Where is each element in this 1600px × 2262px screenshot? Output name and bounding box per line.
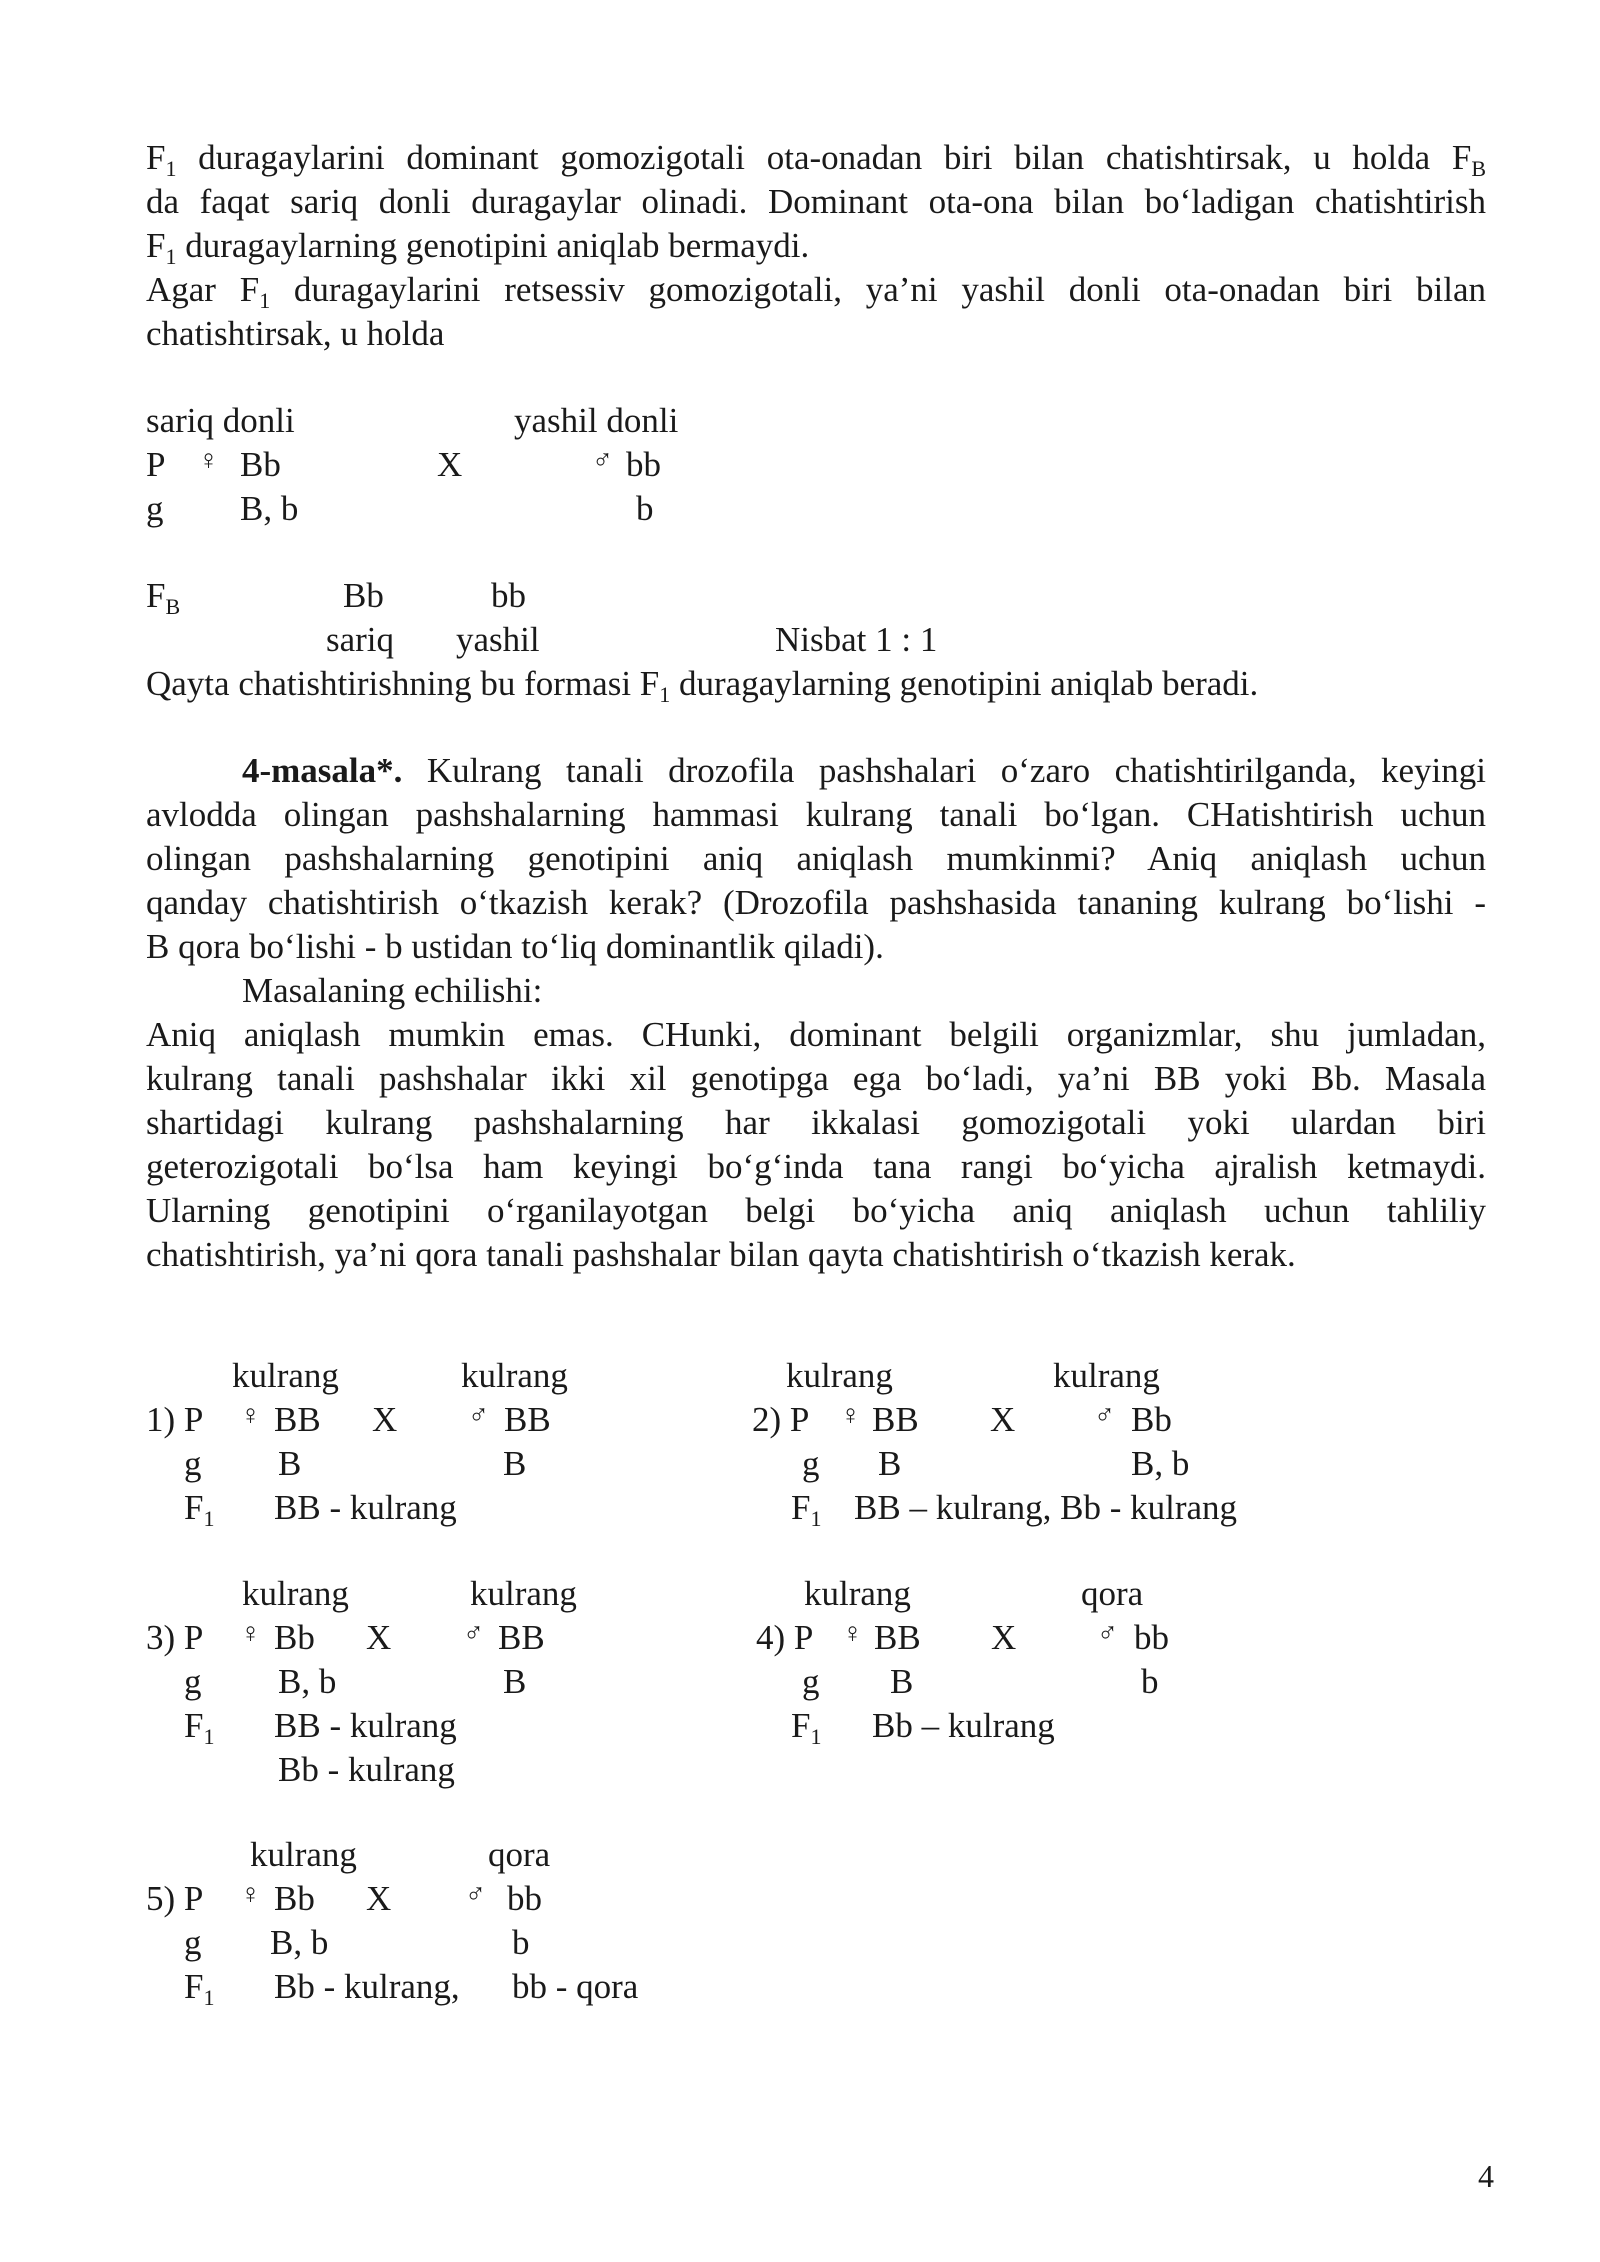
intro-line-3 [146,226,810,269]
male-symbol: ♂ [1094,1400,1115,1431]
problem-line-3: olingan pashshalarning genotipini aniq aniqlash mumkinmi? Aniq aniqlash uchun [146,839,1486,878]
cross-1-phenotype-2: kulrang [461,1356,568,1395]
p-label: P [146,445,166,484]
cross-3-number: 3) P [146,1618,204,1657]
cross-1-offspring: BB - kulrang [274,1488,457,1527]
cross-4-x: X [991,1618,1017,1657]
problem-line-2: avlodda olingan pashshalarning hammasi kulrang tanali bo‘lgan. CHatishtirish uchun [146,795,1486,834]
subscript: B [165,594,181,619]
cross-2-parent-1: BB [872,1400,919,1439]
g-left: B, b [240,489,299,528]
subscript: 1 [259,288,271,313]
cross-2-f-label [791,1488,822,1531]
male-symbol: ♂ [468,1400,489,1431]
text: F [184,1967,204,2006]
problem-title: 4-masala*. [242,751,403,790]
cross-5-x: X [366,1879,392,1918]
female-symbol: ♀ [842,1618,863,1649]
text: F [791,1706,811,1745]
cross-1-g-label: g [184,1444,202,1483]
solution-line-6: chatishtirish, ya’ni qora tanali pashshalar bilan qayta chatishtirish o‘tkazish kerak. [146,1235,1296,1274]
cross-5-g-label: g [184,1923,202,1962]
text: F [146,138,166,177]
text: Agar F [146,270,260,309]
female-symbol: ♀ [240,1618,261,1649]
cross-3-phenotype-1: kulrang [242,1574,349,1613]
text: duragaylarning genotipini aniqlab bermaydi. [176,226,810,265]
cross-1-parent-1: BB [274,1400,321,1439]
g-right: b [636,489,654,528]
cross-4-parent-1: BB [874,1618,921,1657]
intro-line-2: da faqat sariq donli duragaylar olinadi. Dominant ota-ona bilan bo‘ladigan chatishtirish [146,182,1486,221]
conclusion [146,664,1259,707]
cross-3-parent-1: Bb [274,1618,315,1657]
solution-line-4: geterozigotali bo‘lsa ham keyingi bo‘g‘inda tana rangi bo‘yicha ajralish ketmaydi. [146,1147,1486,1186]
cross-5-parent-2: bb [507,1879,542,1918]
cross-4-number: 4) P [756,1618,814,1657]
p-right-genotype: bb [626,445,661,484]
cross-3-g-label: g [184,1662,202,1701]
page-number: 4 [1478,2158,1494,2194]
text: duragaylarini dominant gomozigotali ota-onadan biri bilan chatishtirsak, u holda F [176,138,1472,177]
female-symbol: ♀ [240,1400,261,1431]
cross-5-gamete-1: B, b [270,1923,329,1962]
p-left-genotype: Bb [240,445,281,484]
subscript: 1 [165,244,177,269]
problem-line-1 [242,753,1486,788]
cross-1-phenotype-1: kulrang [232,1356,339,1395]
cross-3-f-label [184,1706,215,1749]
male-symbol: ♂ [463,1618,484,1649]
subscript: 1 [203,1506,215,1531]
cross-4-gamete-2: b [1141,1662,1159,1701]
cross-5-phenotype-2: qora [488,1835,551,1874]
cross-4-f-label [791,1706,822,1749]
subscript: 1 [203,1724,215,1749]
cross-5-parent-1: Bb [274,1879,315,1918]
cross-1-f-label [184,1488,215,1531]
cross-5-gamete-2: b [512,1923,530,1962]
cross-2-number: 2) P [752,1400,810,1439]
text: F [791,1488,811,1527]
cross-1-gamete-2: B [503,1444,527,1483]
cross-2-phenotype-2: kulrang [1053,1356,1160,1395]
text: F [146,226,166,265]
cross-4-g-label: g [802,1662,820,1701]
cross-5-number: 5) P [146,1879,204,1918]
text: F [146,576,166,615]
subscript: 1 [810,1724,822,1749]
subscript: 1 [810,1506,822,1531]
cross-2-phenotype-1: kulrang [786,1356,893,1395]
text: F [184,1488,204,1527]
phenotype-right: yashil donli [514,401,679,440]
cross-3-offspring-2: Bb - kulrang [278,1750,455,1789]
cross-1-number: 1) P [146,1400,204,1439]
solution-line-2: kulrang tanali pashshalar ikki xil genotipga ega bo‘ladi, ya’ni BB yoki Bb. Masala [146,1059,1486,1098]
male-symbol: ♂ [1097,1618,1118,1649]
cross-5-offspring-2: bb - qora [512,1967,639,2006]
female-symbol: ♀ [198,445,219,476]
solution-title: Masalaning echilishi: [242,971,543,1010]
cross-1-gamete-1: B [278,1444,302,1483]
cross-4-offspring: Bb – kulrang [872,1706,1055,1745]
cross-3-x: X [366,1618,392,1657]
female-symbol: ♀ [840,1400,861,1431]
cross-3-gamete-1: B, b [278,1662,337,1701]
cross-3-phenotype-2: kulrang [470,1574,577,1613]
cross-2-g-label: g [802,1444,820,1483]
cross-5-offspring-1: Bb - kulrang, [274,1967,460,2006]
cross-3-offspring-1: BB - kulrang [274,1706,457,1745]
subscript: 1 [165,156,177,181]
intro-line-5: chatishtirsak, u holda [146,314,445,353]
male-symbol: ♂ [465,1879,486,1910]
intro-line-1 [146,138,1486,181]
fb-phenotype-2: yashil [456,620,540,659]
cross-2-parent-2: Bb [1131,1400,1172,1439]
ratio: Nisbat 1 : 1 [775,620,938,659]
male-symbol: ♂ [592,445,613,476]
solution-line-1: Aniq aniqlash mumkin emas. CHunki, dominant belgili organizmlar, shu jumladan, [146,1015,1486,1054]
cross-2-offspring: BB – kulrang, Bb - kulrang [854,1488,1238,1527]
cross-5-f-label [184,1967,215,2010]
cross-1-x: X [372,1400,398,1439]
cross-4-gamete-1: B [890,1662,914,1701]
cross-2-x: X [990,1400,1016,1439]
fb-genotype-2: bb [491,576,526,615]
problem-line-4: qanday chatishtirish o‘tkazish kerak? (Drozofila pashshasida tananing kulrang bo‘lishi - [146,883,1486,922]
cross-x: X [437,445,463,484]
text: Qayta chatishtirishning bu formasi F [146,664,660,703]
g-label: g [146,489,164,528]
cross-3-gamete-2: B [503,1662,527,1701]
subscript: 1 [203,1985,215,2010]
cross-5-phenotype-1: kulrang [250,1835,357,1874]
fb-genotype-1: Bb [343,576,384,615]
solution-line-5: Ularning genotipini o‘rganilayotgan belgi bo‘yicha aniq aniqlash uchun tahliliy [146,1191,1486,1230]
cross-2-gamete-2: B, b [1131,1444,1190,1483]
cross-3-parent-2: BB [498,1618,545,1657]
cross-4-phenotype-1: kulrang [804,1574,911,1613]
subscript: 1 [659,682,671,707]
text: Kulrang tanali drozofila pashshalari o‘zaro chatishtirilganda, keyingi [402,751,1486,790]
solution-line-3: shartidagi kulrang pashshalarning har ikkalasi gomozigotali yoki ulardan biri [146,1103,1486,1142]
intro-line-4 [146,270,1486,313]
text: F [184,1706,204,1745]
cross-1-parent-2: BB [504,1400,551,1439]
cross-2-gamete-1: B [878,1444,902,1483]
text: duragaylarini retsessiv gomozigotali, ya’ni yashil donli ota-onadan biri bilan [270,270,1486,309]
text: duragaylarning genotipini aniqlab beradi. [670,664,1259,703]
phenotype-left: sariq donli [146,401,295,440]
problem-line-5: B qora bo‘lishi - b ustidan to‘liq dominantlik qiladi). [146,927,884,966]
cross-4-phenotype-2: qora [1081,1574,1144,1613]
female-symbol: ♀ [240,1879,261,1910]
subscript: B [1471,156,1486,181]
cross-4-parent-2: bb [1134,1618,1169,1657]
fb-phenotype-1: sariq [326,620,395,659]
fb-label [146,576,181,619]
